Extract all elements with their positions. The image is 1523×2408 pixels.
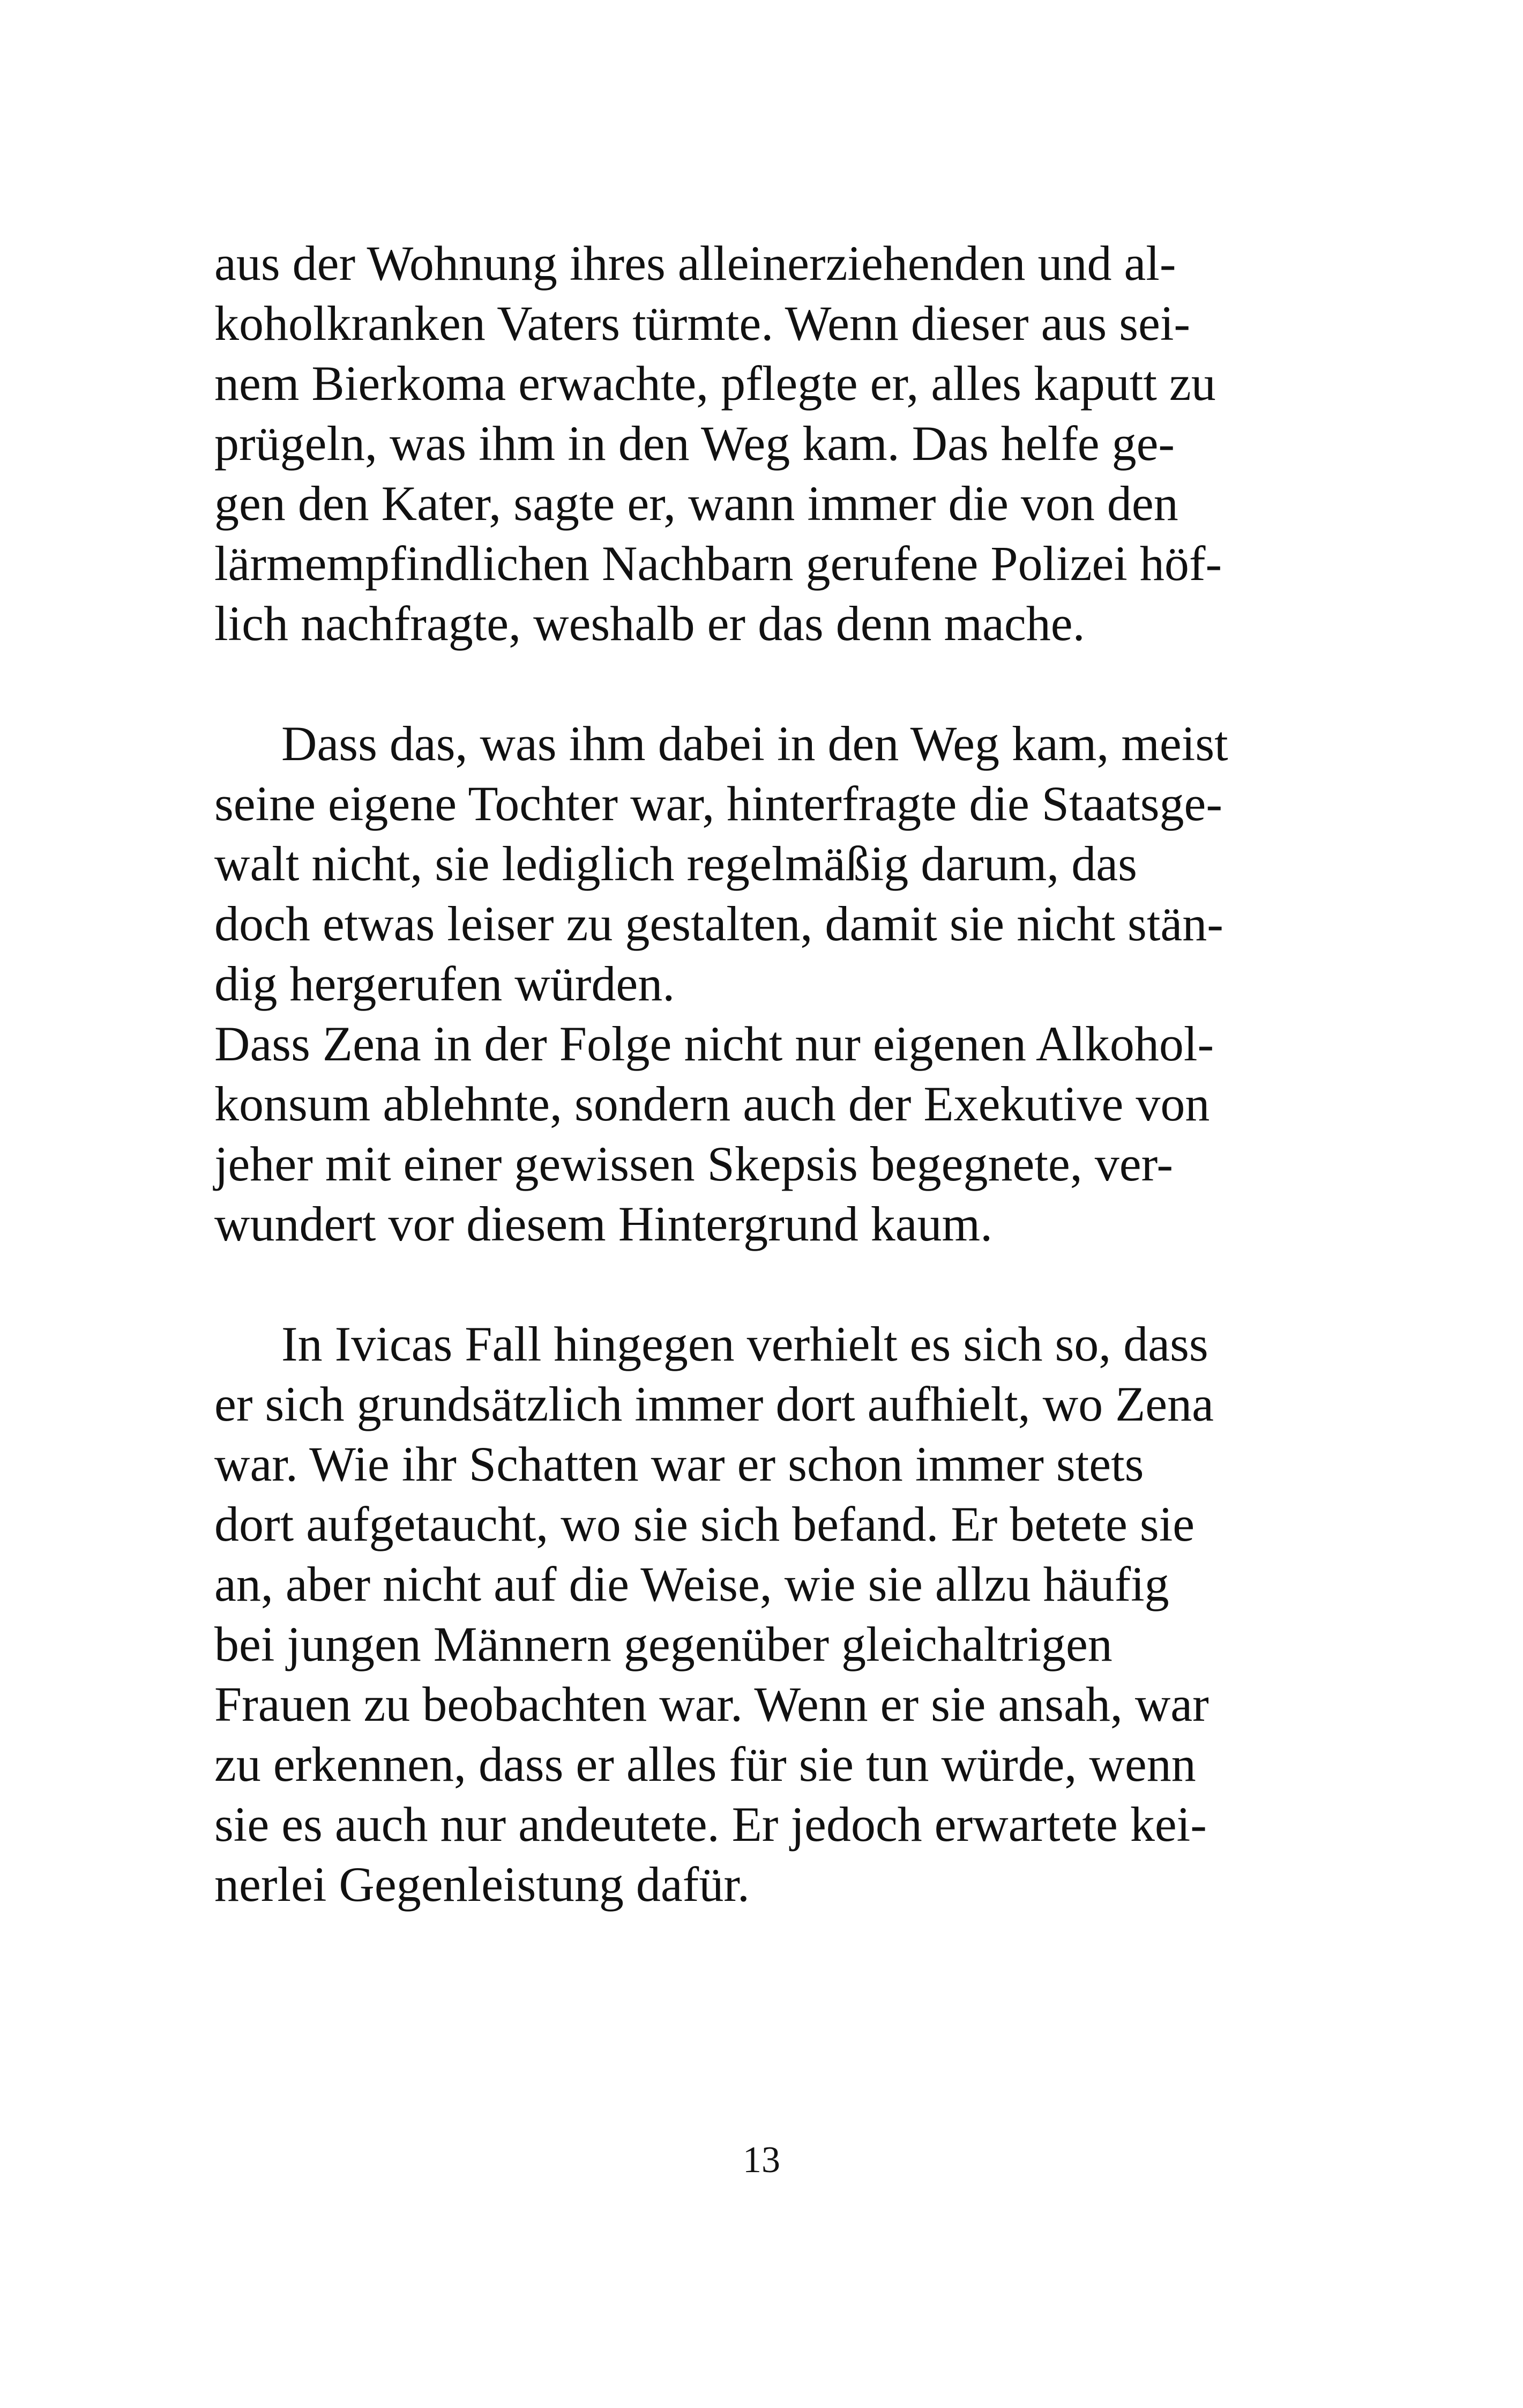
- text-line: In Ivicas Fall hingegen verhielt es sich so, dass: [281, 1317, 1208, 1371]
- text-line: bei jungen Männern gegenüber gleichaltrigen: [214, 1617, 1113, 1671]
- text-line: sie es auch nur andeutete. Er jedoch erwartete kei-: [214, 1797, 1207, 1852]
- text-line: zu erkennen, dass er alles für sie tun würde, wenn: [214, 1737, 1196, 1792]
- paragraph-1: [214, 233, 1340, 653]
- text-line: Frauen zu beobachten war. Wenn er sie ansah, war: [214, 1677, 1209, 1731]
- text-line: doch etwas leiser zu gestalten, damit sie nicht stän-: [214, 896, 1223, 951]
- text-line: war. Wie ihr Schatten war er schon immer stets: [214, 1437, 1144, 1491]
- text-line: seine eigene Tochter war, hinterfragte die Staatsge-: [214, 776, 1223, 831]
- text-line: jeher mit einer gewissen Skepsis begegnete, ver-: [214, 1136, 1174, 1191]
- text-line: er sich grundsätzlich immer dort aufhielt, wo Zena: [214, 1377, 1214, 1431]
- text-line: konsum ablehnte, sondern auch der Exekutive von: [214, 1076, 1210, 1131]
- page-number: 13: [743, 2139, 780, 2181]
- text-line: aus der Wohnung ihres alleinerziehenden und al-: [214, 236, 1176, 291]
- text-line: Dass das, was ihm dabei in den Weg kam, meist: [281, 716, 1228, 771]
- text-line: koholkranken Vaters türmte. Wenn dieser aus sei-: [214, 296, 1191, 351]
- text-line: Dass Zena in der Folge nicht nur eigenen Alkohol-: [214, 1016, 1214, 1071]
- text-line: lich nachfragte, weshalb er das denn mache.: [214, 596, 1085, 651]
- text-line: gen den Kater, sagte er, wann immer die von den: [214, 476, 1178, 531]
- text-line: an, aber nicht auf die Weise, wie sie allzu häufig: [214, 1557, 1169, 1611]
- text-line: wundert vor diesem Hintergrund kaum.: [214, 1196, 993, 1251]
- text-line: lärmempfindlichen Nachbarn gerufene Polizei höf-: [214, 536, 1222, 591]
- page-body: [214, 233, 1340, 1914]
- text-line: prügeln, was ihm in den Weg kam. Das helfe ge-: [214, 416, 1175, 471]
- text-line: dig hergerufen würden.: [214, 956, 675, 1011]
- paragraph-2: [214, 714, 1340, 1014]
- text-line: walt nicht, sie lediglich regelmäßig darum, das: [214, 836, 1137, 891]
- text-line: dort aufgetaucht, wo sie sich befand. Er betete sie: [214, 1497, 1195, 1551]
- paragraph-gap: [214, 1254, 1340, 1314]
- text-line: nem Bierkoma erwachte, pflegte er, alles kaputt zu: [214, 356, 1216, 411]
- text-line: nerlei Gegenleistung dafür.: [214, 1857, 750, 1912]
- paragraph-gap: [214, 653, 1340, 714]
- paragraph-3: [214, 1014, 1340, 1254]
- paragraph-4: [214, 1314, 1340, 1914]
